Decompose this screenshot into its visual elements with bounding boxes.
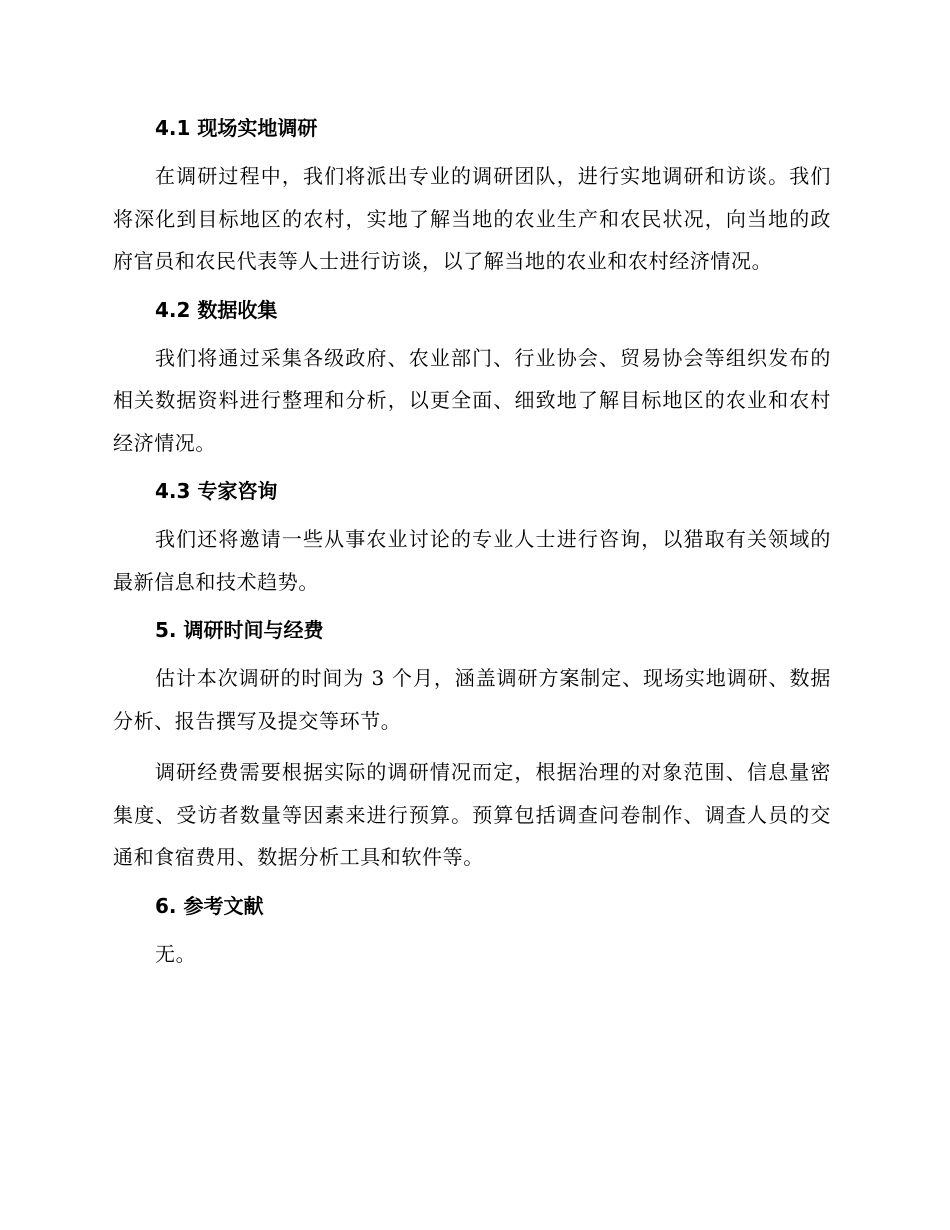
section-heading-4-1: 4.1 现场实地调研 [155, 116, 318, 140]
section-paragraph: 我们还将邀请一些从事农业讨论的专业人士进行咨询，以猎取有关领域的最新信息和技术趋势。 [113, 527, 831, 594]
section-heading-5: 5. 调研时间与经费 [155, 618, 324, 642]
section-heading-4-2: 4.2 数据收集 [155, 297, 278, 322]
section-heading-4-3: 4.3 专家咨询 [155, 479, 278, 503]
section-paragraph: 我们将通过采集各级政府、农业部门、行业协会、贸易协会等组织发布的相关数据资料进行整理和分析，以更全面、细致地了解目标地区的农业和农村经济情况。 [113, 345, 831, 455]
document-body [113, 110, 831, 984]
section-paragraph: 估计本次调研的时间为 3 个月，涵盖调研方案制定、现场实地调研、数据分析、报告撰写及提交等环节。 [113, 666, 831, 733]
section-paragraph: 在调研过程中，我们将派出专业的调研团队，进行实地调研和访谈。我们将深化到目标地区的农村，实地了解当地的农业生产和农民状况，向当地的政府官员和农民代表等人士进行访谈，以了解当地的农业和农村经济情况。 [113, 164, 831, 273]
section-paragraph: 无。 [155, 941, 197, 966]
section-heading-6: 6. 参考文献 [155, 893, 264, 918]
section-paragraph: 调研经费需要根据实际的调研情况而定，根据治理的对象范围、信息量密集度、受访者数量等因素来进行预算。预算包括调查问卷制作、调查人员的交通和食宿费用、数据分析工具和软件等。 [113, 760, 831, 869]
